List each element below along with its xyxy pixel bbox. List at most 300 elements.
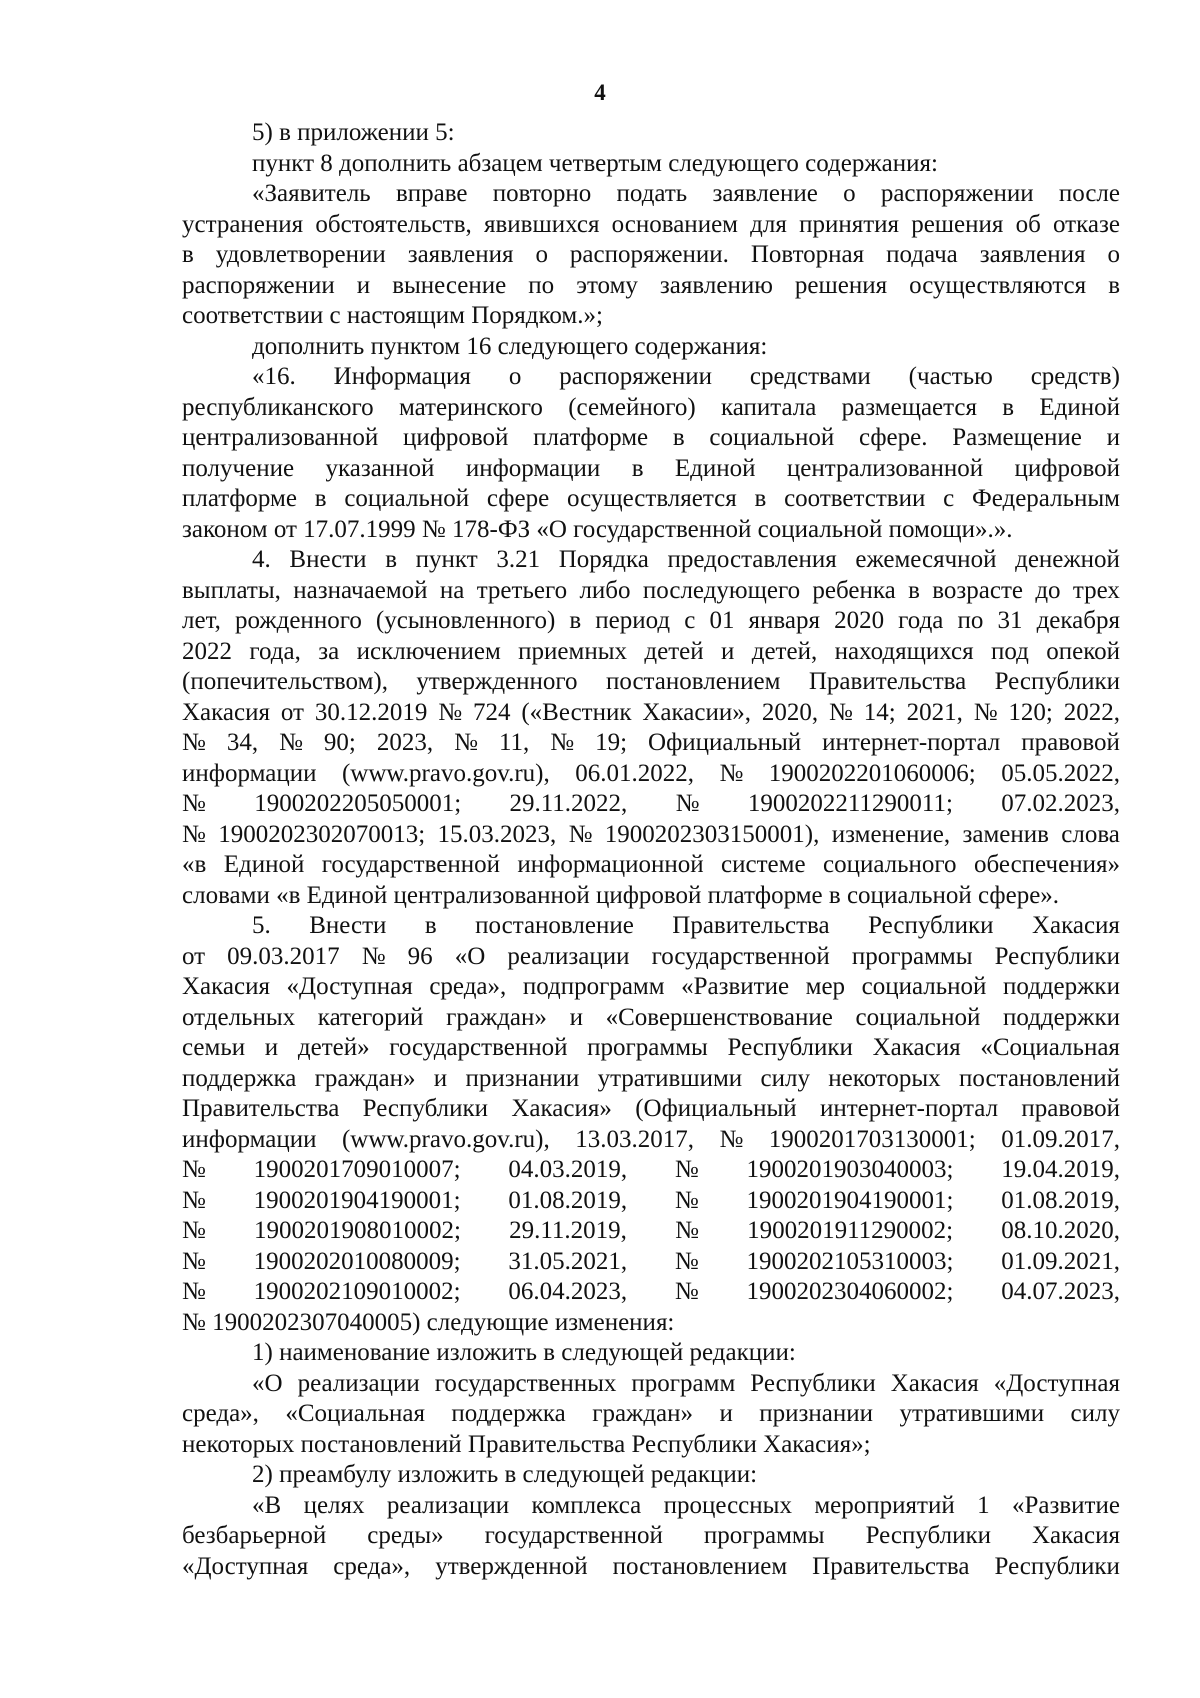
word: информационной (517, 851, 704, 878)
word: и (569, 1003, 583, 1031)
text-line (182, 1216, 1120, 1247)
word: Республики (994, 942, 1120, 970)
text-line (182, 1491, 1120, 1522)
word: назначаемой (293, 576, 428, 604)
word: подача (886, 241, 958, 268)
word: либо (579, 576, 631, 604)
word: декабря (1036, 607, 1120, 634)
word: об (1015, 210, 1041, 238)
word: повторно (492, 180, 592, 207)
text-line (182, 698, 1120, 729)
word: № (438, 698, 463, 726)
word: Хакасия» (511, 1095, 612, 1122)
word: 29.11.2019, (509, 1217, 627, 1244)
word: № (182, 1247, 206, 1275)
word: Республики (727, 1034, 853, 1061)
word: № (973, 698, 998, 726)
word: принятия (799, 210, 900, 238)
word: трех (1072, 576, 1120, 604)
word: Республики (750, 1369, 876, 1397)
word: 11, (498, 729, 530, 756)
word: поддержка (451, 1400, 566, 1427)
word: удовлетворении (215, 241, 386, 268)
word: 14; (863, 698, 896, 726)
word: платформе (182, 485, 297, 512)
word: 1900201903040003; (746, 1156, 954, 1183)
text-line (182, 423, 1120, 454)
word: интернет-портал (822, 729, 1001, 756)
word: 09.03.2017 (227, 942, 340, 970)
word: № (675, 790, 700, 817)
word: слова (1061, 820, 1120, 848)
word: отдельных (182, 1003, 296, 1031)
word: 1900202201060006; (768, 759, 976, 787)
word: государственной (651, 942, 830, 970)
text-line (182, 210, 1120, 241)
word: Размещение (952, 424, 1082, 451)
word: процессных (663, 1491, 792, 1519)
word: 1900201908010002; (254, 1217, 461, 1244)
word: № (182, 1217, 206, 1244)
word: 34, (226, 729, 259, 756)
word: период (595, 607, 671, 634)
word: интернет-портал (819, 1095, 999, 1122)
word: цифровой (1014, 454, 1120, 482)
word: семьи (182, 1034, 246, 1061)
word: постановлений (959, 1064, 1120, 1092)
word: с (943, 485, 955, 512)
word: и (356, 271, 371, 299)
word: 2020, (761, 698, 819, 726)
word: «Социальная (285, 1400, 425, 1427)
word: № (719, 759, 744, 787)
text-line (182, 240, 1120, 271)
word: Официальный (648, 729, 802, 756)
word: с (684, 607, 696, 634)
word: № (675, 1217, 699, 1244)
word: Федеральным (971, 485, 1120, 512)
word: «Доступная (993, 1369, 1120, 1397)
word: заявление (712, 180, 818, 207)
word: социального (822, 851, 957, 878)
word: по (528, 271, 555, 299)
word: о (508, 363, 522, 390)
word: 4. (252, 546, 271, 573)
word: исключением (356, 637, 501, 665)
word: силу (1070, 1400, 1120, 1427)
word: 07.02.2023, (1001, 790, 1120, 817)
text-line (182, 1003, 1120, 1034)
text-line (182, 393, 1120, 424)
word: «Доступная (286, 973, 413, 1000)
word: опекой (1046, 637, 1120, 665)
word: 01.09.2017, (1001, 1125, 1120, 1153)
word: для (750, 210, 787, 238)
word: распоряжении. (569, 241, 729, 268)
word: поддержка (182, 1064, 297, 1092)
word: № (674, 1247, 699, 1275)
word: № (568, 820, 593, 848)
word: «О (252, 1369, 283, 1397)
word: 2021, (906, 698, 963, 726)
text-line: № 1900202307040005) следующие изменения: (182, 1308, 675, 1336)
word: ребенка (812, 576, 896, 604)
text-line: законом от 17.07.1999 № 178-ФЗ «О государственной социальной помощи».». (182, 515, 1013, 543)
word: социальной (344, 485, 470, 512)
word: утвержденного (416, 668, 578, 695)
word: 1900201709010007; (253, 1156, 461, 1183)
word: отказе (1053, 210, 1120, 238)
word: подпрограмм (522, 973, 665, 1000)
word: Правительства (812, 1552, 970, 1580)
word: «Развитие (1011, 1491, 1120, 1519)
word: «В (252, 1491, 282, 1519)
word: за (318, 637, 340, 665)
word: № (182, 1156, 206, 1183)
word: предоставления (667, 546, 837, 573)
text-line (182, 454, 1120, 485)
word: 04.03.2019, (508, 1156, 628, 1183)
text-line (182, 1521, 1120, 1552)
word: реализации (386, 1491, 510, 1519)
word: заявлению (659, 271, 773, 299)
word: граждан» (592, 1400, 694, 1427)
word: системе (721, 851, 806, 878)
word: государственной (389, 1034, 568, 1061)
word: мер (805, 973, 846, 1000)
word: утвержденной (435, 1552, 588, 1580)
word: заявления (407, 241, 514, 268)
word: государственных (434, 1369, 617, 1397)
text-line (182, 1552, 1120, 1583)
text-line: 1) наименование изложить в следующей редакции: (252, 1339, 796, 1366)
word: в (631, 454, 644, 482)
word: Хакасия (182, 698, 270, 726)
word: № (829, 698, 853, 726)
word: решения (911, 210, 1004, 238)
word: 1900202302070013; (218, 820, 426, 848)
text-line: 2) преамбулу изложить в следующей редакции: (252, 1461, 758, 1488)
text-line (182, 271, 1120, 302)
word: 1900201911290002; (747, 1217, 954, 1244)
text-line (182, 1369, 1120, 1400)
word: Внести (289, 546, 367, 573)
word: находящихся (834, 637, 974, 665)
text-line (182, 1033, 1120, 1064)
word: № (454, 729, 478, 756)
word: социальной (709, 424, 835, 451)
text-line (182, 1094, 1120, 1125)
word: средств) (1030, 363, 1120, 390)
word: Порядка (558, 546, 649, 573)
word: «Социальная (980, 1034, 1120, 1061)
word: «в (182, 851, 207, 878)
word: осуществляются (909, 271, 1087, 299)
word: 3.21 (496, 546, 541, 573)
text-line (182, 972, 1120, 1003)
word: 1900201904190001; (746, 1186, 954, 1214)
word: (частью (908, 363, 993, 390)
word: 29.11.2022, (509, 790, 628, 817)
word: 06.01.2022, (575, 759, 694, 787)
word: этому (576, 271, 638, 299)
word: 2022, (1063, 698, 1120, 726)
word: 01 (709, 607, 735, 634)
word: от (280, 698, 304, 726)
word: в (908, 576, 920, 604)
word: утратившими (899, 1400, 1045, 1427)
word: 1900202211290011; (747, 790, 953, 817)
word: обстоятельств, (315, 210, 472, 238)
word: Правительства (808, 668, 967, 695)
word: третьего (476, 576, 568, 604)
word: года (898, 607, 944, 634)
text-line (182, 1277, 1120, 1308)
text-line (182, 667, 1120, 698)
word: 06.04.2023, (508, 1278, 628, 1305)
word: информации (182, 759, 317, 787)
word: Хакасия (182, 973, 270, 1000)
word: Единой (223, 851, 305, 878)
word: государственной (484, 1522, 663, 1549)
word: информации (182, 1125, 317, 1153)
word: Республики (865, 1522, 991, 1549)
text-line (182, 1155, 1120, 1186)
word: социальной (855, 1003, 981, 1031)
text-line (182, 820, 1120, 851)
word: постановлением (612, 1552, 788, 1580)
word: 01.09.2021, (1001, 1247, 1120, 1275)
word: в (672, 424, 685, 451)
word: цифровой (402, 424, 509, 451)
word: изменение, (831, 820, 951, 848)
text-line (182, 789, 1120, 820)
word: государственной (321, 851, 500, 878)
word: распоряжении (559, 363, 712, 390)
word: 04.07.2023, (1001, 1278, 1120, 1305)
word: по (957, 607, 984, 634)
word: среды» (367, 1522, 444, 1549)
word: устранения (182, 210, 304, 238)
word: (семейного) (568, 393, 696, 421)
word: в (1108, 271, 1120, 299)
word: Правительства (182, 1095, 340, 1122)
word: в (182, 241, 194, 268)
word: 2020 (834, 607, 885, 634)
word: вынесение (392, 271, 507, 299)
word: (попечительством), (182, 668, 388, 695)
word: программы (703, 1522, 825, 1549)
word: среда», (182, 1400, 259, 1427)
word: в (424, 912, 437, 939)
word: обеспечения» (973, 851, 1120, 878)
word: получение (182, 454, 295, 482)
text-line (182, 637, 1120, 668)
word: («Вестник (521, 698, 632, 726)
text-line (182, 1399, 1120, 1430)
word: программ (631, 1369, 736, 1397)
word: (www.pravo.gov.ru), (341, 1125, 550, 1153)
word: Единой (1039, 393, 1120, 421)
word: поддержки (1002, 1003, 1120, 1031)
word: в (754, 485, 767, 512)
text-line (182, 911, 1120, 942)
text-line (182, 179, 1120, 210)
word: комплекса (531, 1491, 642, 1519)
word: некоторых (828, 1064, 941, 1092)
word: последующего (642, 576, 801, 604)
word: программы (587, 1034, 708, 1061)
document-body (182, 118, 1120, 1582)
word: и (1106, 424, 1120, 451)
word: от (182, 942, 206, 970)
word: 5. (252, 912, 271, 939)
word: распоряжении (880, 180, 1034, 207)
text-line (182, 362, 1120, 393)
word: 05.05.2022, (1001, 759, 1120, 787)
word: постановлением (605, 668, 781, 695)
word: 1900202303150001), (604, 820, 820, 848)
word: республиканского (182, 393, 374, 421)
word: после (1058, 180, 1120, 207)
text-line: словами «в Единой централизованной цифровой платформе в социальной сфере». (182, 881, 1060, 909)
word: целях (303, 1491, 365, 1519)
word: и (719, 1400, 733, 1427)
word: 2022 (182, 637, 232, 665)
word: детей, (751, 637, 818, 665)
word: программы (851, 942, 973, 970)
word: централизованной (182, 424, 379, 451)
word: № (182, 1278, 206, 1305)
word: Республики (994, 1552, 1120, 1580)
word: Хакасия (890, 1369, 979, 1397)
word: «Доступная (182, 1552, 309, 1580)
word: «Совершенствование (605, 1003, 833, 1031)
word: 1900202304060002; (746, 1278, 954, 1305)
word: детей» (297, 1034, 370, 1061)
word: утратившими (597, 1064, 743, 1092)
word: о (843, 180, 856, 207)
word: «16. (252, 363, 296, 390)
word: Хакасия (1031, 912, 1120, 939)
word: № (674, 1278, 699, 1305)
word: Хакасии», (642, 698, 751, 726)
word: (Официальный (635, 1095, 797, 1122)
word: 01.08.2019, (508, 1186, 628, 1214)
word: № (182, 1186, 206, 1214)
text-line (182, 728, 1120, 759)
text-line (182, 1186, 1120, 1217)
word: до (1035, 576, 1061, 604)
text-line: дополнить пунктом 16 следующего содержания: (252, 332, 768, 360)
page-number: 4 (594, 80, 606, 105)
word: материнского (398, 393, 543, 421)
text-line (182, 759, 1120, 790)
word: возрасте (932, 576, 1023, 604)
word: вправе (395, 180, 468, 207)
word: основанием (611, 210, 738, 238)
word: социальной (861, 973, 987, 1000)
word: среда», (333, 1552, 411, 1580)
text-line (182, 484, 1120, 515)
word: в (385, 546, 398, 573)
word: 724 (472, 698, 511, 726)
word: платформе (533, 424, 649, 451)
word: реализации (297, 1369, 420, 1397)
text-line (182, 576, 1120, 607)
word: граждан» (314, 1064, 416, 1092)
word: 120; (1008, 698, 1053, 726)
word: 19.04.2019, (1001, 1156, 1120, 1183)
word: мероприятий (814, 1491, 955, 1519)
word: выплаты, (182, 576, 281, 604)
word: капитала (720, 393, 817, 421)
word: 96 (407, 942, 433, 970)
word: приемных (518, 637, 627, 665)
word: 13.03.2017, (575, 1125, 694, 1153)
text-line: 5) в приложении 5: (252, 119, 455, 146)
word: Республики (868, 912, 994, 939)
word: и (720, 637, 735, 665)
word: распоряжении (182, 271, 335, 299)
word: 2023, (376, 729, 434, 756)
text-line (182, 850, 1120, 881)
word: постановление (475, 912, 634, 939)
word: заменив (962, 820, 1049, 848)
word: граждан» (446, 1003, 547, 1031)
word: «Заявитель (252, 180, 371, 207)
word: сфере. (858, 424, 928, 451)
word: подать (616, 180, 688, 207)
word: безбарьерной (182, 1522, 327, 1549)
word: января (748, 607, 820, 634)
word: признании (759, 1400, 874, 1427)
word: Повторная (750, 241, 865, 268)
word: лет, (182, 607, 221, 634)
word: Единой (674, 454, 756, 482)
word: № (674, 1156, 699, 1183)
word: в (569, 607, 582, 634)
word: Информация (333, 363, 471, 390)
word: Правительства (672, 912, 830, 939)
word: 1900201904190001; (253, 1186, 461, 1214)
text-line (182, 1247, 1120, 1278)
word: Хакасия (872, 1034, 961, 1061)
word: правовой (1021, 1095, 1120, 1122)
word: (www.pravo.gov.ru), (341, 759, 550, 787)
text-line (182, 942, 1120, 973)
word: информации (465, 454, 601, 482)
word: 31 (997, 607, 1023, 634)
text-line: некоторых постановлений Правительства Республики Хакасия»; (182, 1430, 871, 1458)
word: о (535, 241, 548, 268)
word: 1900201703130001; (768, 1125, 976, 1153)
word: 08.10.2020, (1001, 1217, 1120, 1244)
word: Хакасия (1032, 1522, 1120, 1549)
word: 1900202010080009; (253, 1247, 461, 1275)
word: заявления (979, 241, 1086, 268)
text-line (182, 545, 1120, 576)
word: 15.03.2023, (437, 820, 557, 848)
word: Республики (362, 1095, 489, 1122)
word: сфере (486, 485, 550, 512)
word: Республики (994, 668, 1120, 695)
word: реализации (507, 942, 630, 970)
word: денежной (1015, 546, 1120, 573)
word: 19; (595, 729, 628, 756)
word: о (1107, 241, 1120, 268)
word: 1900202105310003; (746, 1247, 954, 1275)
